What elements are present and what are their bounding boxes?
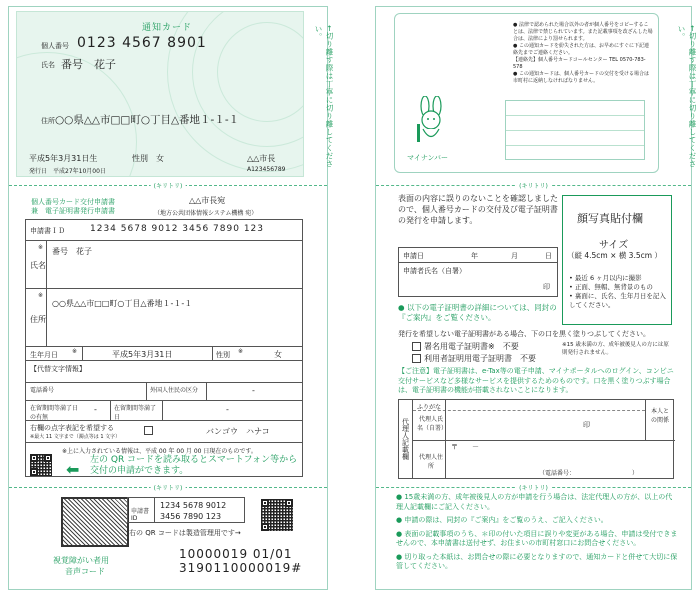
id-value: 1234 5678 9012 3456 7890 123 [90, 224, 265, 234]
cert-1-checkbox[interactable] [412, 342, 421, 351]
cut-instruction: ←切り離す際は丁寧に切り離してください。 [314, 25, 334, 168]
period-end-label: 在留期間等満了日 [114, 405, 157, 421]
photo-size-label: サイズ [599, 240, 629, 251]
period-value: - [94, 405, 97, 414]
month-label: 月 [511, 252, 518, 260]
proxy-section-label: 代理人記載欄 [399, 400, 413, 478]
foreign-value: - [252, 386, 255, 395]
card-address-label: 住所 [41, 117, 55, 125]
note-item: ● この通知カードは、個人番号カードの交付を受ける場合は市町村に返納しなければなりません。 [513, 71, 649, 84]
row-divider [26, 442, 302, 443]
card-serial: A123456789 [247, 166, 286, 173]
card-name-label: 氏名 [41, 61, 55, 69]
qr-finder [261, 523, 269, 531]
proxy-seal: 印 [583, 421, 590, 429]
id-label: 申請書ＩＤ [30, 227, 65, 235]
proxy-address-label: 代理人住所 [418, 454, 443, 470]
cut-line: (キリトリ) [376, 185, 691, 186]
note-item: ● 申請の際は、同封の『ご案内』をご覧のうえ、ご記入ください。 [396, 516, 608, 524]
card-sex: 性別 女 [132, 154, 164, 163]
app-id-2: 3456 7890 123 [160, 512, 222, 521]
row-divider [26, 360, 302, 361]
row-divider [26, 400, 302, 401]
foreign-label: 外国人住民の区分 [150, 387, 199, 394]
notification-card [16, 11, 304, 177]
birth-label: 生年月日 [30, 351, 58, 359]
period-end-value: - [226, 405, 229, 414]
name-value: 番号 花子 [52, 247, 92, 256]
address-label: 住所 [30, 315, 46, 324]
braille-label: 右欄の点字表記を希望する [30, 424, 114, 432]
cut-line: (キリトリ) [9, 487, 327, 488]
col-divider [162, 400, 163, 420]
braille-checkbox[interactable] [144, 426, 153, 435]
birth-value: 平成5年3月31日 [112, 350, 173, 359]
postal-label: 〒 － [451, 443, 479, 451]
card-name: 番号 花子 [61, 58, 116, 71]
star-mark: ※ [72, 348, 78, 355]
braille-sub: ※最大 11 文字まで（濁点等は 1 文字） [30, 434, 121, 440]
photo-size: （縦 4.5cm × 横 3.5cm ） [567, 251, 662, 260]
form-header-line1: 個人番号カード交付申請書 [31, 198, 115, 206]
cert-note: ※15 歳未満の方、成年被後見人の方には原則発行されません。 [562, 342, 669, 356]
card-back [394, 13, 659, 173]
photo-requirements: • 最近 6 ヶ月以内に撮影 • 正面、無帽、無背景のもの • 裏面に、氏名、生年月日を記入してください。 [569, 274, 666, 309]
card-title: 通知カード [142, 23, 193, 33]
col-divider [146, 382, 147, 400]
cert-1-row[interactable]: 署名用電子証明書※ 不要 [412, 341, 519, 352]
cert-warning: 【ご注意】電子証明書は、e-Tax等の電子申請、マイナポータルへのログイン、コンビニ交付サービスなど多様なサービスを提供するためのものです。口を黒く塗りつぶす場合は、電子証明書の機能が搭載されないことになります。 [398, 367, 674, 394]
card-number-label: 個人番号 [41, 42, 69, 50]
col-divider [206, 382, 207, 400]
note-item: ● 表面の記載事項のうち、＊印の付いた項目に誤りや変更がある場合、申請は受付できませんので、本申請書は送付せず、お住まいの市町村窓口にお問合せください。 [396, 529, 678, 547]
photo-box[interactable] [562, 195, 672, 325]
back-notes [396, 493, 678, 572]
signer-label: 申請者氏名（自署） [403, 267, 466, 275]
qr-finder [30, 454, 38, 462]
note-item: ● 法律で認められた場合以外の者が個人番号をコピーすることは、法律で禁じられています。また記載事項を改ざんした場合は、法律により罰せられます。 [513, 22, 653, 42]
card-issue-date: 平成27年10月00日 [53, 168, 106, 175]
star-mark: ※ [38, 292, 44, 299]
row-divider [26, 288, 302, 289]
application-intro: 表面の内容に誤りのないことを確認しましたので、個人番号カードの交付及び電子証明書の発行を申請します。 [398, 194, 558, 225]
note-item: 【連絡先】個人番号カードコールセンター TEL 0570-783-578 [513, 57, 646, 70]
code-line-2: 3190110000019# [179, 561, 303, 575]
furigana-label: ふりがな [417, 404, 442, 411]
relation-label: 本人との関係 [650, 408, 669, 424]
card-address: ○○県△△市□□町○丁目△番地１-１-１ [55, 114, 240, 126]
name-label: 氏名 [30, 261, 46, 270]
info-note: ※上に入力されている情報は、平成 00 年 00 月 00 日現在のものです。 [62, 448, 257, 455]
row-divider [26, 382, 302, 383]
col-divider [46, 240, 47, 288]
audio-label-1: 視覚障がい者用 [53, 556, 109, 565]
app-id-1: 1234 5678 9012 [160, 501, 227, 510]
row-divider [26, 240, 302, 241]
phone-number-field: （電話番号： ） [539, 470, 639, 477]
card-issue-label: 発行日 [29, 168, 48, 175]
col-divider [46, 288, 47, 346]
row-divider [26, 420, 302, 421]
proxy-name-label: 代理人氏名（自署） [417, 416, 448, 432]
note-item: ● 15歳未満の方、成年被後見人の方が申請を行う場合は、法定代理人の方が、以上の代理人記載欄にご記入ください。 [396, 493, 673, 511]
col-divider [110, 400, 111, 420]
row-divider [26, 346, 302, 347]
memo-box [505, 100, 645, 160]
cert-2-row[interactable]: 利用者証明用電子証明書 不要 [412, 353, 536, 364]
front-sheet [8, 6, 334, 590]
kana-value: バンゴウ ハナコ [206, 427, 270, 436]
mascot-rabbit-icon [411, 96, 451, 146]
star-mark: ※ [238, 348, 244, 355]
qr-finder [30, 468, 38, 476]
photo-title: 顔写真貼付欄 [577, 212, 643, 225]
card-issuer: △△市長 [247, 154, 276, 163]
date-label: 申請日 [403, 252, 424, 260]
year-label: 年 [471, 252, 478, 260]
sex-value: 女 [274, 350, 282, 359]
application-id-box [127, 497, 245, 523]
signature-box [398, 247, 558, 297]
back-sheet [375, 6, 697, 590]
day-label: 日 [545, 252, 552, 260]
proxy-chars-label: 【代替文字情報】 [30, 365, 86, 373]
cut-line: (キリトリ) [376, 487, 691, 488]
star-mark: ※ [38, 244, 44, 251]
seal-mark: 印 [543, 283, 550, 291]
period-label: 在留期間等満了日の有無 [30, 405, 79, 421]
note-item: ● 切り取った本紙は、お問合せの際に必要となりますので、通知カードと併せて大切に保管してください。 [396, 552, 678, 570]
card-number: 0123 4567 8901 [77, 35, 207, 51]
qr-management-note: 右の QR コードは製造管理用です→ [129, 529, 241, 537]
cert-option: 発行を希望しない電子証明書がある場合、下の口を黒く塗りつぶしてください。 [398, 330, 650, 338]
qr-finder [44, 454, 52, 462]
mascot-label: マイナンバー [407, 154, 449, 162]
note-item: ● この通知カードを紛失された方は、お早めにすぐに下記連絡先までご連絡ください。 [513, 43, 649, 56]
card-back-notes [513, 22, 653, 85]
application-form-table [25, 219, 303, 477]
addressee: △△市長宛 [189, 196, 226, 205]
addressee-sub: （地方公共団体情報システム機構 宛） [154, 210, 258, 217]
cert-intro: ● 以下の電子証明書の詳細については、同封の『ご案内』をご覧ください。 [398, 303, 557, 322]
phone-label: 電話番号 [30, 387, 55, 394]
card-birth: 平成5年3月31日生 [29, 154, 98, 163]
sex-label: 性別 [216, 351, 230, 359]
audio-code[interactable] [61, 497, 129, 547]
cut-instruction: ←切り離す際は丁寧に切り離してください。 [677, 25, 697, 168]
code-line-1: 10000019 01/01 [179, 547, 293, 561]
col-divider [212, 346, 213, 360]
arrow-left-icon: ⬅ [66, 460, 80, 479]
app-id-label: 申請書ID [131, 508, 150, 522]
form-header-line2: 兼 電子証明書発行申請書 [31, 207, 115, 215]
audio-label-2: 音声コード [65, 567, 105, 576]
address-value: ○○県△△市□□町○丁目△番地１-１-１ [52, 299, 193, 308]
col-divider [82, 346, 83, 360]
qr-instruction: 左の QR コードを読み取るとスマートフォン等から交付の申請ができます。 [90, 455, 298, 476]
qr-finder [285, 499, 293, 507]
qr-finder [261, 499, 269, 507]
proxy-table [398, 399, 674, 479]
cert-2-checkbox[interactable] [412, 354, 421, 363]
cut-line: (キリトリ) [9, 185, 327, 186]
